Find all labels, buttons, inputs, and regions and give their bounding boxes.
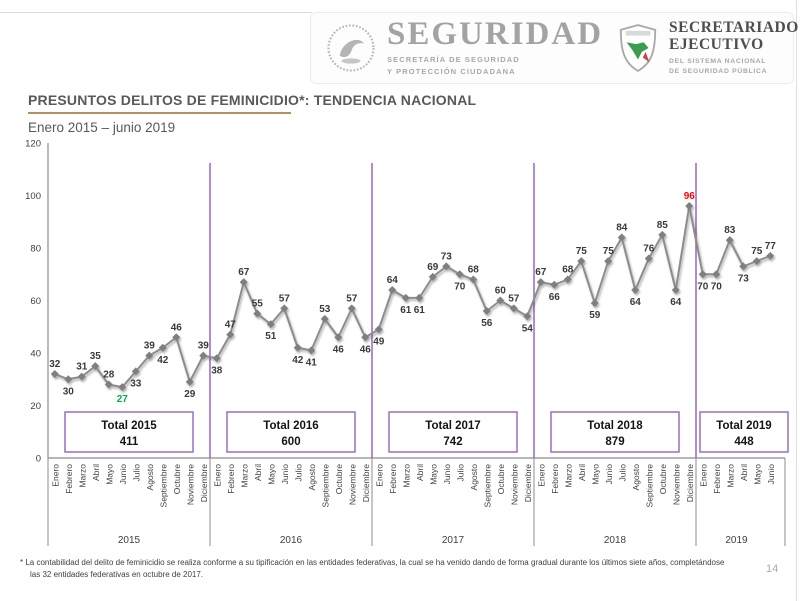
month-label: Junio [603, 464, 614, 485]
data-point-label: 68 [562, 264, 574, 276]
page-number: 14 [766, 563, 779, 575]
data-point-marker [240, 278, 248, 286]
data-point-marker [51, 370, 59, 378]
data-point-marker [537, 278, 545, 286]
month-label: Marzo [239, 464, 250, 488]
data-point-label: 68 [467, 264, 479, 276]
month-label: Diciembre [198, 464, 209, 503]
data-point-label: 39 [197, 340, 209, 352]
total-box-value: 742 [443, 436, 463, 448]
month-label: Abril [414, 464, 425, 482]
data-point-marker [64, 375, 72, 383]
year-label: 2019 [725, 535, 748, 546]
data-point-label: 31 [76, 361, 88, 373]
data-point-marker [699, 270, 707, 278]
total-box-label: Total 2017 [425, 420, 481, 432]
data-point-marker [712, 270, 720, 278]
data-point-label: 60 [494, 285, 506, 297]
data-point-label: 84 [616, 222, 628, 234]
month-label: Octubre [495, 464, 506, 495]
y-axis-tick-label: 40 [30, 348, 41, 360]
data-point-marker [658, 231, 666, 239]
data-point-label: 69 [427, 261, 439, 273]
data-point-label: 38 [211, 365, 223, 377]
data-point-marker [388, 286, 396, 294]
total-box-label: Total 2015 [101, 420, 157, 432]
month-label: Enero [698, 464, 709, 487]
month-label: Marzo [401, 464, 412, 488]
month-label: Junio [279, 464, 290, 485]
seguridad-subtitle-line1: SECRETARÍA DE SEGURIDAD [387, 55, 520, 65]
data-point-marker [226, 331, 234, 339]
total-box-label: Total 2016 [263, 420, 319, 432]
y-axis-tick-label: 80 [30, 243, 41, 255]
month-label: Septiembre [320, 464, 331, 508]
data-point-marker [307, 346, 315, 354]
month-label: Noviembre [671, 464, 682, 506]
secretariado-subtitle-line2: DE SEGURIDAD PÚBLICA [669, 68, 768, 76]
data-point-marker [672, 286, 680, 294]
y-axis-tick-label: 100 [25, 191, 41, 202]
data-point-label: 76 [643, 243, 655, 255]
month-label: Agosto [306, 464, 317, 491]
y-axis-tick-label: 0 [35, 453, 41, 465]
data-point-label: 33 [130, 378, 142, 390]
secretariado-title-line1: SECRETARIADO [669, 18, 799, 36]
y-axis-tick-label: 60 [30, 296, 41, 307]
data-point-label: 56 [481, 318, 493, 329]
month-label: Noviembre [185, 464, 196, 506]
month-label: Junio [117, 464, 128, 485]
data-point-label: 35 [89, 351, 101, 363]
data-point-label: 39 [143, 340, 155, 352]
data-point-marker [199, 352, 207, 360]
month-label: Febrero [63, 464, 74, 494]
data-point-label: 75 [602, 246, 614, 258]
data-point-label: 61 [413, 304, 425, 316]
data-point-marker [550, 281, 558, 289]
month-label: Febrero [225, 464, 236, 494]
data-point-label: 67 [535, 267, 547, 279]
total-box-value: 600 [281, 436, 301, 448]
month-label: Mayo [266, 464, 277, 485]
month-label: Diciembre [684, 464, 695, 503]
month-label: Mayo [104, 464, 115, 485]
data-point-label: 64 [670, 297, 682, 308]
data-point-label: 64 [386, 275, 398, 286]
data-point-label: 46 [170, 322, 182, 334]
year-label: 2016 [279, 535, 303, 546]
data-point-label: 29 [184, 388, 196, 400]
y-axis-tick-label: 120 [25, 138, 41, 150]
data-point-label: 49 [373, 336, 385, 348]
data-point-label: 53 [319, 303, 331, 315]
month-label: Diciembre [360, 464, 371, 503]
month-label: Julio [455, 464, 466, 482]
secretariado-title-line2: EJECUTIVO [669, 35, 764, 53]
data-point-marker [726, 236, 734, 244]
seguridad-wordmark: SEGURIDAD [387, 16, 604, 53]
data-point-label: 67 [238, 267, 250, 279]
data-point-label: 57 [508, 293, 520, 305]
month-label: Mayo [752, 464, 763, 485]
page-title: PRESUNTOS DELITOS DE FEMINICIDIO*: TENDENCIA NACIONAL [28, 92, 477, 108]
data-point-marker [685, 202, 693, 210]
month-label: Junio [441, 464, 452, 485]
month-label: Abril [90, 464, 101, 482]
data-point-label: 57 [278, 293, 290, 305]
month-label: Marzo [563, 464, 574, 488]
data-point-label: 85 [656, 219, 668, 231]
month-label: Abril [576, 464, 587, 482]
month-label: Febrero [549, 464, 560, 494]
data-point-label: 73 [440, 251, 452, 263]
data-point-label: 70 [454, 281, 466, 293]
data-point-label: 54 [521, 323, 533, 335]
data-point-label: 83 [724, 225, 736, 237]
month-label: Abril [252, 464, 263, 482]
month-label: Agosto [468, 464, 479, 491]
data-point-label: 61 [400, 304, 412, 316]
month-label: Agosto [144, 464, 155, 491]
month-label: Abril [738, 464, 749, 482]
data-point-label: 27 [116, 394, 128, 406]
year-label: 2018 [603, 535, 627, 546]
month-label: Agosto [630, 464, 641, 491]
data-point-label: 70 [697, 281, 709, 293]
data-point-label: 64 [629, 297, 641, 308]
month-label: Octubre [657, 464, 668, 495]
month-label: Enero [50, 464, 61, 487]
data-point-marker [213, 354, 221, 362]
month-label: Enero [212, 464, 223, 487]
data-point-marker [739, 262, 747, 270]
data-point-label: 73 [737, 273, 749, 285]
month-label: Septiembre [158, 464, 169, 508]
data-point-label: 57 [346, 293, 358, 305]
data-point-marker [469, 276, 477, 284]
month-label: Enero [374, 464, 385, 487]
month-label: Julio [131, 464, 142, 482]
month-label: Julio [293, 464, 304, 482]
data-point-marker [375, 325, 383, 333]
month-label: Marzo [725, 464, 736, 488]
month-label: Enero [536, 464, 547, 487]
data-point-marker [348, 304, 356, 312]
total-box-value: 411 [119, 436, 139, 448]
data-point-marker [604, 257, 612, 265]
month-label: Octubre [333, 464, 344, 495]
total-box-value: 448 [734, 436, 754, 448]
data-point-marker [523, 312, 531, 320]
month-label: Septiembre [482, 464, 493, 508]
month-label: Julio [617, 464, 628, 482]
data-point-marker [186, 378, 194, 386]
data-point-label: 30 [62, 386, 74, 398]
data-point-label: 28 [103, 369, 115, 381]
chart-period-subtitle: Enero 2015 – junio 2019 [28, 120, 176, 135]
y-axis-tick-label: 20 [30, 401, 41, 412]
month-label: Mayo [428, 464, 439, 485]
data-point-marker [456, 270, 464, 278]
secretariado-subtitle-line1: DEL SISTEMA NACIONAL [669, 57, 767, 65]
seguridad-subtitle-line2: Y PROTECCIÓN CIUDADANA [387, 67, 516, 76]
data-point-label: 77 [764, 240, 776, 252]
month-label: Junio [765, 464, 776, 485]
month-label: Noviembre [509, 464, 520, 506]
data-point-label: 42 [292, 354, 304, 366]
month-label: Noviembre [347, 464, 358, 506]
data-point-label: 75 [575, 246, 587, 258]
data-point-label: 42 [157, 354, 169, 366]
data-point-label: 41 [305, 357, 317, 369]
data-point-marker [294, 344, 302, 352]
data-point-marker [361, 333, 369, 341]
data-point-label: 75 [751, 246, 763, 258]
data-point-marker [766, 252, 774, 260]
data-point-label: 46 [359, 344, 371, 356]
month-label: Febrero [711, 464, 722, 494]
data-point-label: 70 [710, 281, 722, 293]
year-label: 2015 [117, 535, 141, 546]
data-point-label: 46 [332, 344, 344, 356]
data-point-marker [591, 299, 599, 307]
data-point-marker [753, 257, 761, 265]
data-point-marker [631, 286, 639, 294]
data-point-label: 32 [49, 359, 61, 370]
month-label: Mayo [590, 464, 601, 485]
data-point-label: 96 [683, 191, 695, 202]
data-point-label: 66 [548, 291, 560, 303]
data-point-label: 51 [265, 331, 277, 343]
footnote: * La contabilidad del delito de feminicidio se realiza conforme a su tipificación en las entidades federativas, la cual se ha venido dando de forma gradual durante los últimos siete años, completándose las 32 entidades federativas en octubre de 2017. [20, 558, 725, 580]
data-point-label: 55 [251, 298, 263, 310]
total-box-label: Total 2018 [587, 420, 643, 432]
month-label: Febrero [387, 464, 398, 494]
data-point-label: 47 [224, 319, 236, 331]
month-label: Octubre [171, 464, 182, 495]
year-label: 2017 [441, 535, 465, 546]
total-box-label: Total 2019 [716, 420, 772, 432]
data-point-marker [402, 294, 410, 302]
month-label: Marzo [77, 464, 88, 488]
data-point-marker [510, 304, 518, 312]
data-point-label: 59 [589, 310, 601, 322]
month-label: Septiembre [644, 464, 655, 508]
data-point-marker [645, 255, 653, 263]
total-box-value: 879 [605, 436, 625, 448]
data-point-marker [618, 234, 626, 242]
month-label: Diciembre [522, 464, 533, 503]
